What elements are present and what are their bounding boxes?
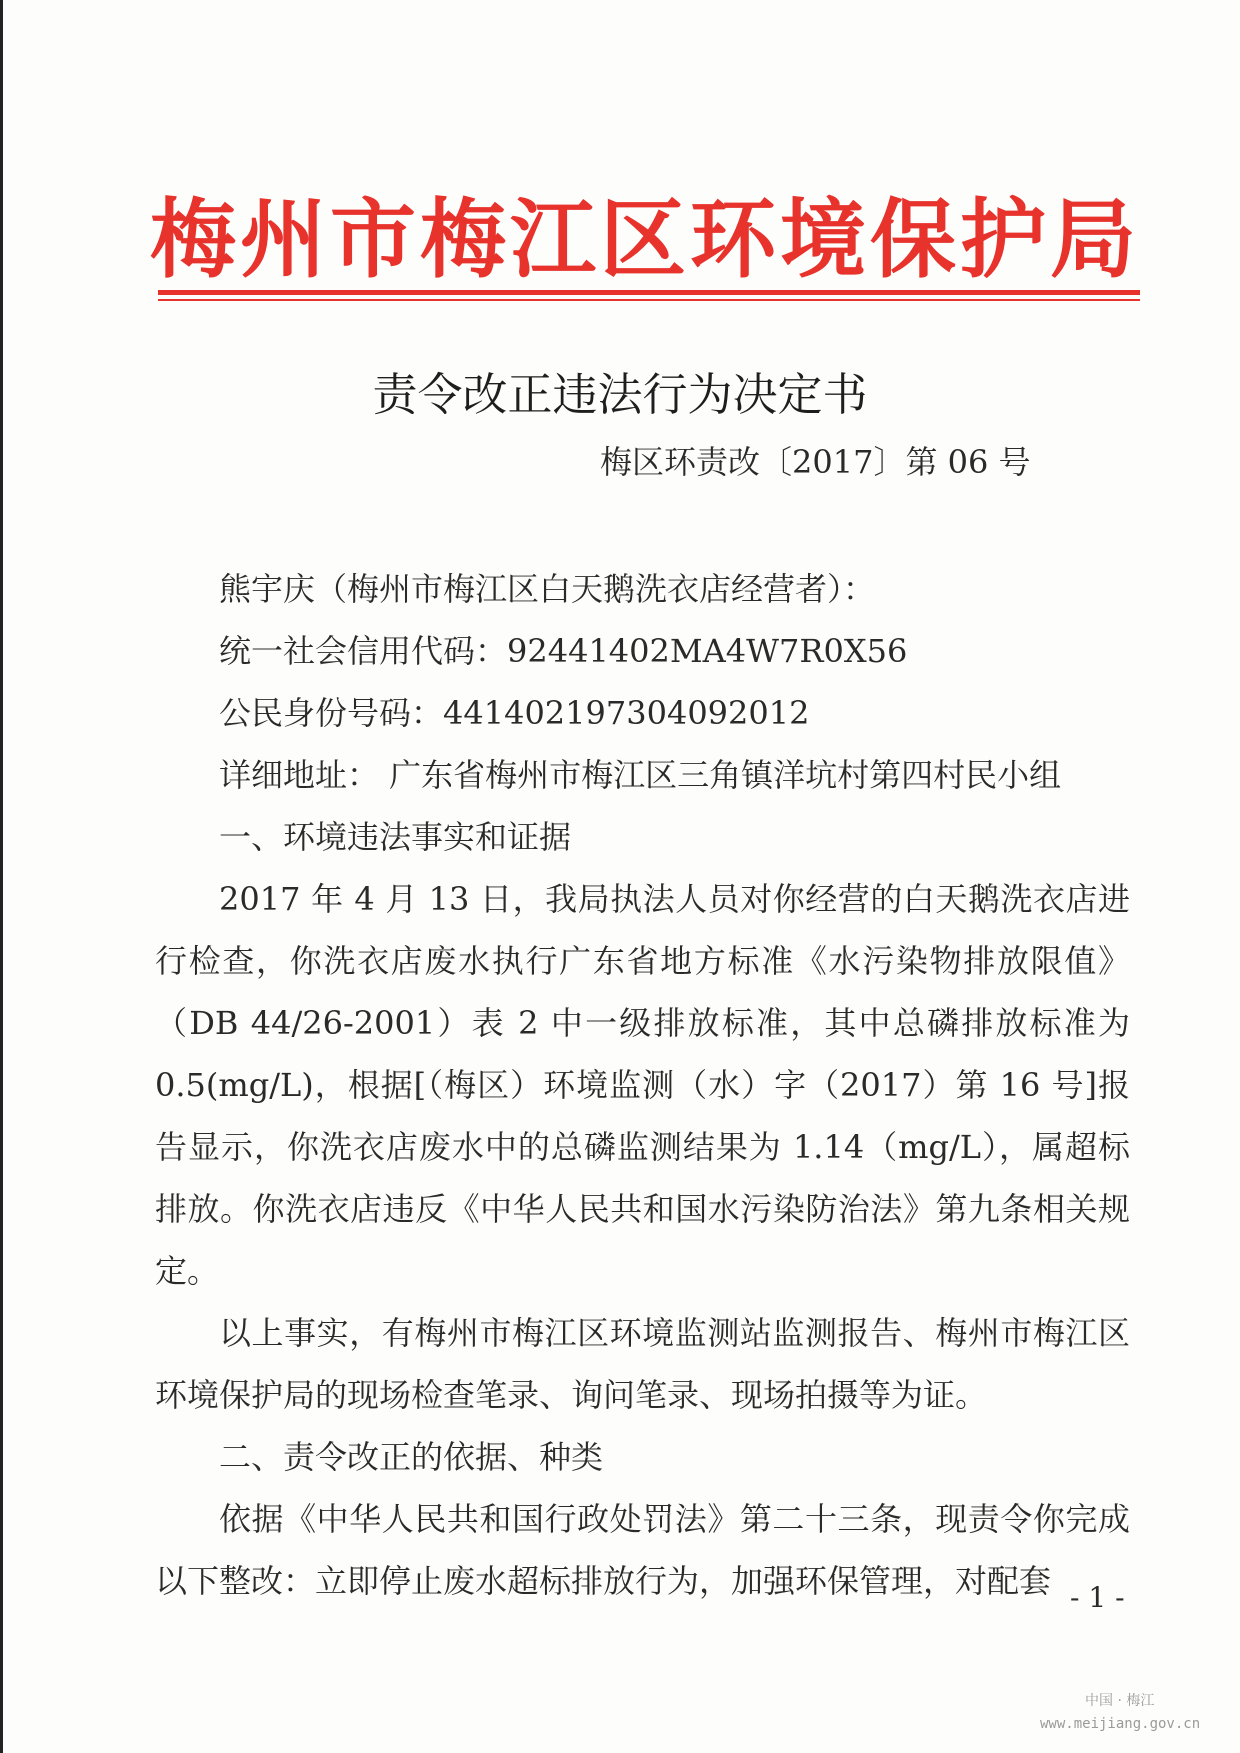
agency-masthead: 梅州市梅江区环境保护局	[150, 189, 1140, 290]
section1-heading: 一、环境违法事实和证据	[219, 818, 572, 856]
masthead-rule-thick	[158, 290, 1140, 295]
masthead-rule-thin	[158, 299, 1140, 301]
document-body	[155, 558, 1130, 1612]
document-number: 梅区环责改〔2017〕第 06 号	[600, 443, 1031, 481]
section2-paragraph: 依据《中华人民共和国行政处罚法》第二十三条，现责令你完成以下整改：立即停止废水超标排放行为，加强环保管理，对配套	[155, 1500, 1130, 1600]
section1-paragraph-facts: 2017 年 4 月 13 日，我局执法人员对你经营的白天鹅洗衣店进行检查，你洗衣店废水执行广东省地方标准《水污染物排放限值》（DB 44/26-2001）表 2 中一级排放标准，其中总磷排放标准为 0.5(mg/L)，根据[（梅区）环境监测（水）字（2017）第 16 号]报告显示，你洗衣店废水中的总磷监测结果为 1.14（mg/L），属超标排放。你洗衣店违反《中华人民共和国水污染防治法》第九条相关规定。	[155, 880, 1130, 1290]
section2-heading: 二、责令改正的依据、种类	[219, 1438, 604, 1476]
scan-edge	[0, 0, 3, 1753]
watermark-site-name: 中国 · 梅江	[1085, 1693, 1155, 1709]
page-number: - 1 -	[1070, 1581, 1125, 1614]
recipient-line: 熊宇庆（梅州市梅江区白天鹅洗衣店经营者）：	[219, 570, 876, 608]
id-number-line: 公民身份号码：441402197304092012	[219, 694, 810, 732]
document-title: 责令改正违法行为决定书	[372, 368, 868, 421]
address-line: 详细地址： 广东省梅州市梅江区三角镇洋坑村第四村民小组	[219, 756, 1062, 794]
credit-code-line: 统一社会信用代码：92441402MA4W7R0X56	[219, 632, 908, 670]
section1-paragraph-evidence: 以上事实，有梅州市梅江区环境监测站监测报告、梅州市梅江区环境保护局的现场检查笔录、询问笔录、现场拍摄等为证。	[155, 1314, 1130, 1414]
watermark-site-url: www.meijiang.gov.cn	[1040, 1716, 1201, 1732]
